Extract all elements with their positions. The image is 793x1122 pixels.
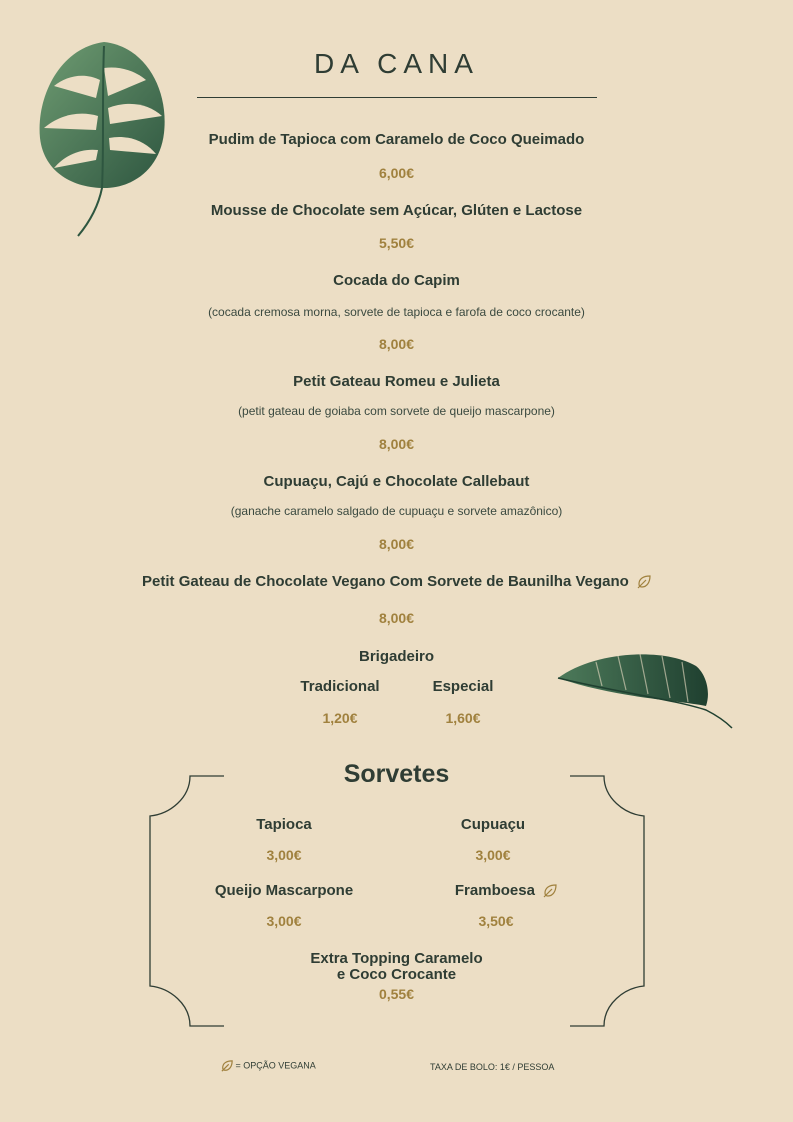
brigadeiro-option-price: 1,20€ bbox=[322, 710, 358, 726]
brigadeiro-option-name: Especial bbox=[432, 678, 494, 695]
vegan-leaf-icon bbox=[637, 575, 651, 589]
sorvete-name: Queijo Mascarpone bbox=[214, 882, 354, 899]
dessert-description: (ganache caramelo salgado de cupuaçu e sorvete amazônico) bbox=[230, 504, 563, 518]
sorvete-name-row bbox=[406, 882, 606, 899]
vegan-legend bbox=[221, 1060, 316, 1072]
dessert-name: Petit Gateau de Chocolate Vegano Com Sorvete de Baunilha Vegano bbox=[142, 573, 629, 590]
cake-fee-note: TAXA DE BOLO: 1€ / PESSOA bbox=[430, 1062, 555, 1072]
dessert-name: Petit Gateau Romeu e Julieta bbox=[293, 373, 500, 390]
sorvete-price: 3,00€ bbox=[266, 913, 302, 929]
dessert-description: (petit gateau de goiaba com sorvete de queijo mascarpone) bbox=[238, 404, 555, 418]
vegan-leaf-icon bbox=[543, 884, 557, 898]
dessert-price: 8,00€ bbox=[378, 336, 415, 352]
dessert-name-row bbox=[0, 573, 793, 590]
restaurant-title: DA CANA bbox=[314, 48, 479, 79]
extra-topping-line2: e Coco Crocante bbox=[336, 966, 457, 983]
sorvete-name: Cupuaçu bbox=[460, 816, 526, 833]
brigadeiro-name: Brigadeiro bbox=[358, 648, 434, 665]
sorvete-name: Tapioca bbox=[256, 816, 312, 833]
dessert-price: 5,50€ bbox=[378, 235, 415, 251]
sorvete-price: 3,50€ bbox=[478, 913, 514, 929]
dessert-price: 8,00€ bbox=[378, 536, 415, 552]
sorvete-name: Framboesa bbox=[454, 882, 535, 899]
dessert-name: Cocada do Capim bbox=[333, 272, 460, 289]
extra-topping-line1: Extra Topping Caramelo bbox=[310, 950, 483, 967]
vegan-leaf-icon bbox=[221, 1060, 233, 1072]
sorvete-price: 3,00€ bbox=[475, 847, 511, 863]
dessert-price: 8,00€ bbox=[378, 610, 415, 626]
sorvetes-title: Sorvetes bbox=[343, 760, 450, 788]
sorvete-price: 3,00€ bbox=[266, 847, 302, 863]
dessert-price: 8,00€ bbox=[378, 436, 415, 452]
dessert-name: Pudim de Tapioca com Caramelo de Coco Queimado bbox=[208, 131, 585, 148]
extra-topping-price: 0,55€ bbox=[378, 986, 415, 1002]
dessert-description: (cocada cremosa morna, sorvete de tapioca e farofa de coco crocante) bbox=[208, 305, 585, 319]
vegan-legend-text: = OPÇÃO VEGANA bbox=[235, 1060, 316, 1071]
brigadeiro-option-name: Tradicional bbox=[300, 678, 380, 695]
brigadeiro-option-price: 1,60€ bbox=[445, 710, 481, 726]
dessert-name: Cupuaçu, Cajú e Chocolate Callebaut bbox=[263, 473, 530, 490]
dessert-price: 6,00€ bbox=[378, 165, 415, 181]
header-divider bbox=[197, 97, 597, 98]
dessert-name: Mousse de Chocolate sem Açúcar, Glúten e Lactose bbox=[210, 202, 583, 219]
